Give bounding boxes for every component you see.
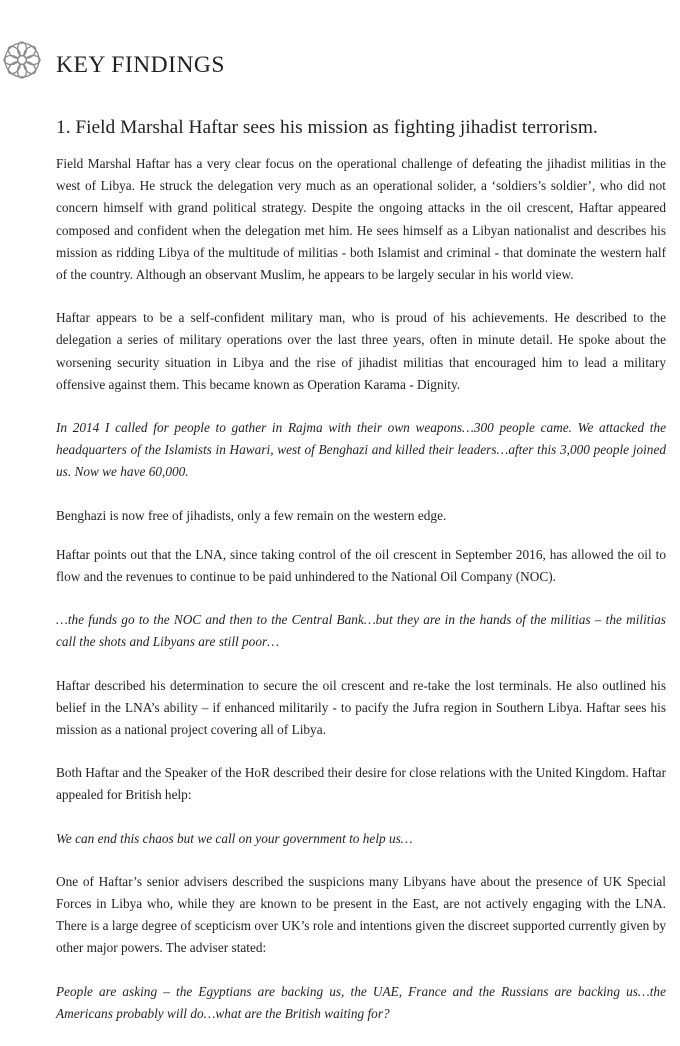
rosette-icon: [2, 36, 42, 84]
quote-paragraph: …the funds go to the NOC and then to the Central Bank…but they are in the hands of the militias – the militias call the shots and Libyans are still poor…: [56, 612, 666, 650]
paragraph: Haftar described his determination to secure the oil crescent and re-take the lost terminals. He also outlined his belief in the LNA’s ability – if enhanced militarily - to pacify the Jufra region in Southern Libya. Haftar sees his mission as a national project covering all of Libya.: [56, 677, 666, 738]
paragraph: Haftar points out that the LNA, since taking control of the oil crescent in September 2016, has allowed the oil to flow and the revenues to continue to be paid unhindered to the National Oil Company (NOC).: [56, 546, 666, 585]
page-title: KEY FINDINGS: [56, 52, 225, 78]
paragraph: Both Haftar and the Speaker of the HoR described their desire for close relations with the United Kingdom. Haftar appealed for British help:: [56, 765, 666, 803]
section-heading: 1. Field Marshal Haftar sees his mission as fighting jihadist terrorism.: [56, 117, 598, 138]
paragraph: Haftar appears to be a self-confident military man, who is proud of his achievements. He described to the delegation a series of military operations over the last three years, often in minute detail. He spoke about the worsening security situation in Libya and the rise of jihadist militias that encouraged him to lead a military offensive against them. This became known as Operation Karama - Dignity.: [56, 310, 666, 392]
quote-paragraph: People are asking – the Egyptians are backing us, the UAE, France and the Russians are backing us…the Americans probably will do…what are the British waiting for?: [56, 983, 666, 1021]
paragraph: Benghazi is now free of jihadists, only a few remain on the western edge.: [56, 507, 447, 523]
quote-paragraph: We can end this chaos but we call on your government to help us…: [56, 830, 413, 846]
quote-paragraph: In 2014 I called for people to gather in Rajma with their own weapons…300 people came. We attacked the headquarters of the Islamists in Hawari, west of Benghazi and killed their leaders…after this 3,000 people joined us. Now we have 60,000.: [56, 420, 666, 480]
paragraph: One of Haftar’s senior advisers described the suspicions many Libyans have about the presence of UK Special Forces in Libya who, while they are known to be present in the East, are not actively engaging with the LNA. There is a large degree of scepticism over UK’s role and intentions given the discreet supported currently given by other major powers. The adviser stated:: [56, 873, 666, 956]
paragraph: Field Marshal Haftar has a very clear focus on the operational challenge of defeating the jihadist militias in the west of Libya. He struck the delegation very much as an operational solider, a ‘soldiers’s soldier’, who did not concern himself with grand political strategy. Despite the ongoing attacks in the oil crescent, Haftar appeared composed and confident when the delegation met him. He sees himself as a Libyan nationalist and describes his mission as ridding Libya of the multitude of militias - both Islamist and criminal - that dominate the western half of the country. Although an observant Muslim, he appears to be largely secular in his world view.: [56, 156, 666, 283]
body-text: [56, 153, 666, 1046]
